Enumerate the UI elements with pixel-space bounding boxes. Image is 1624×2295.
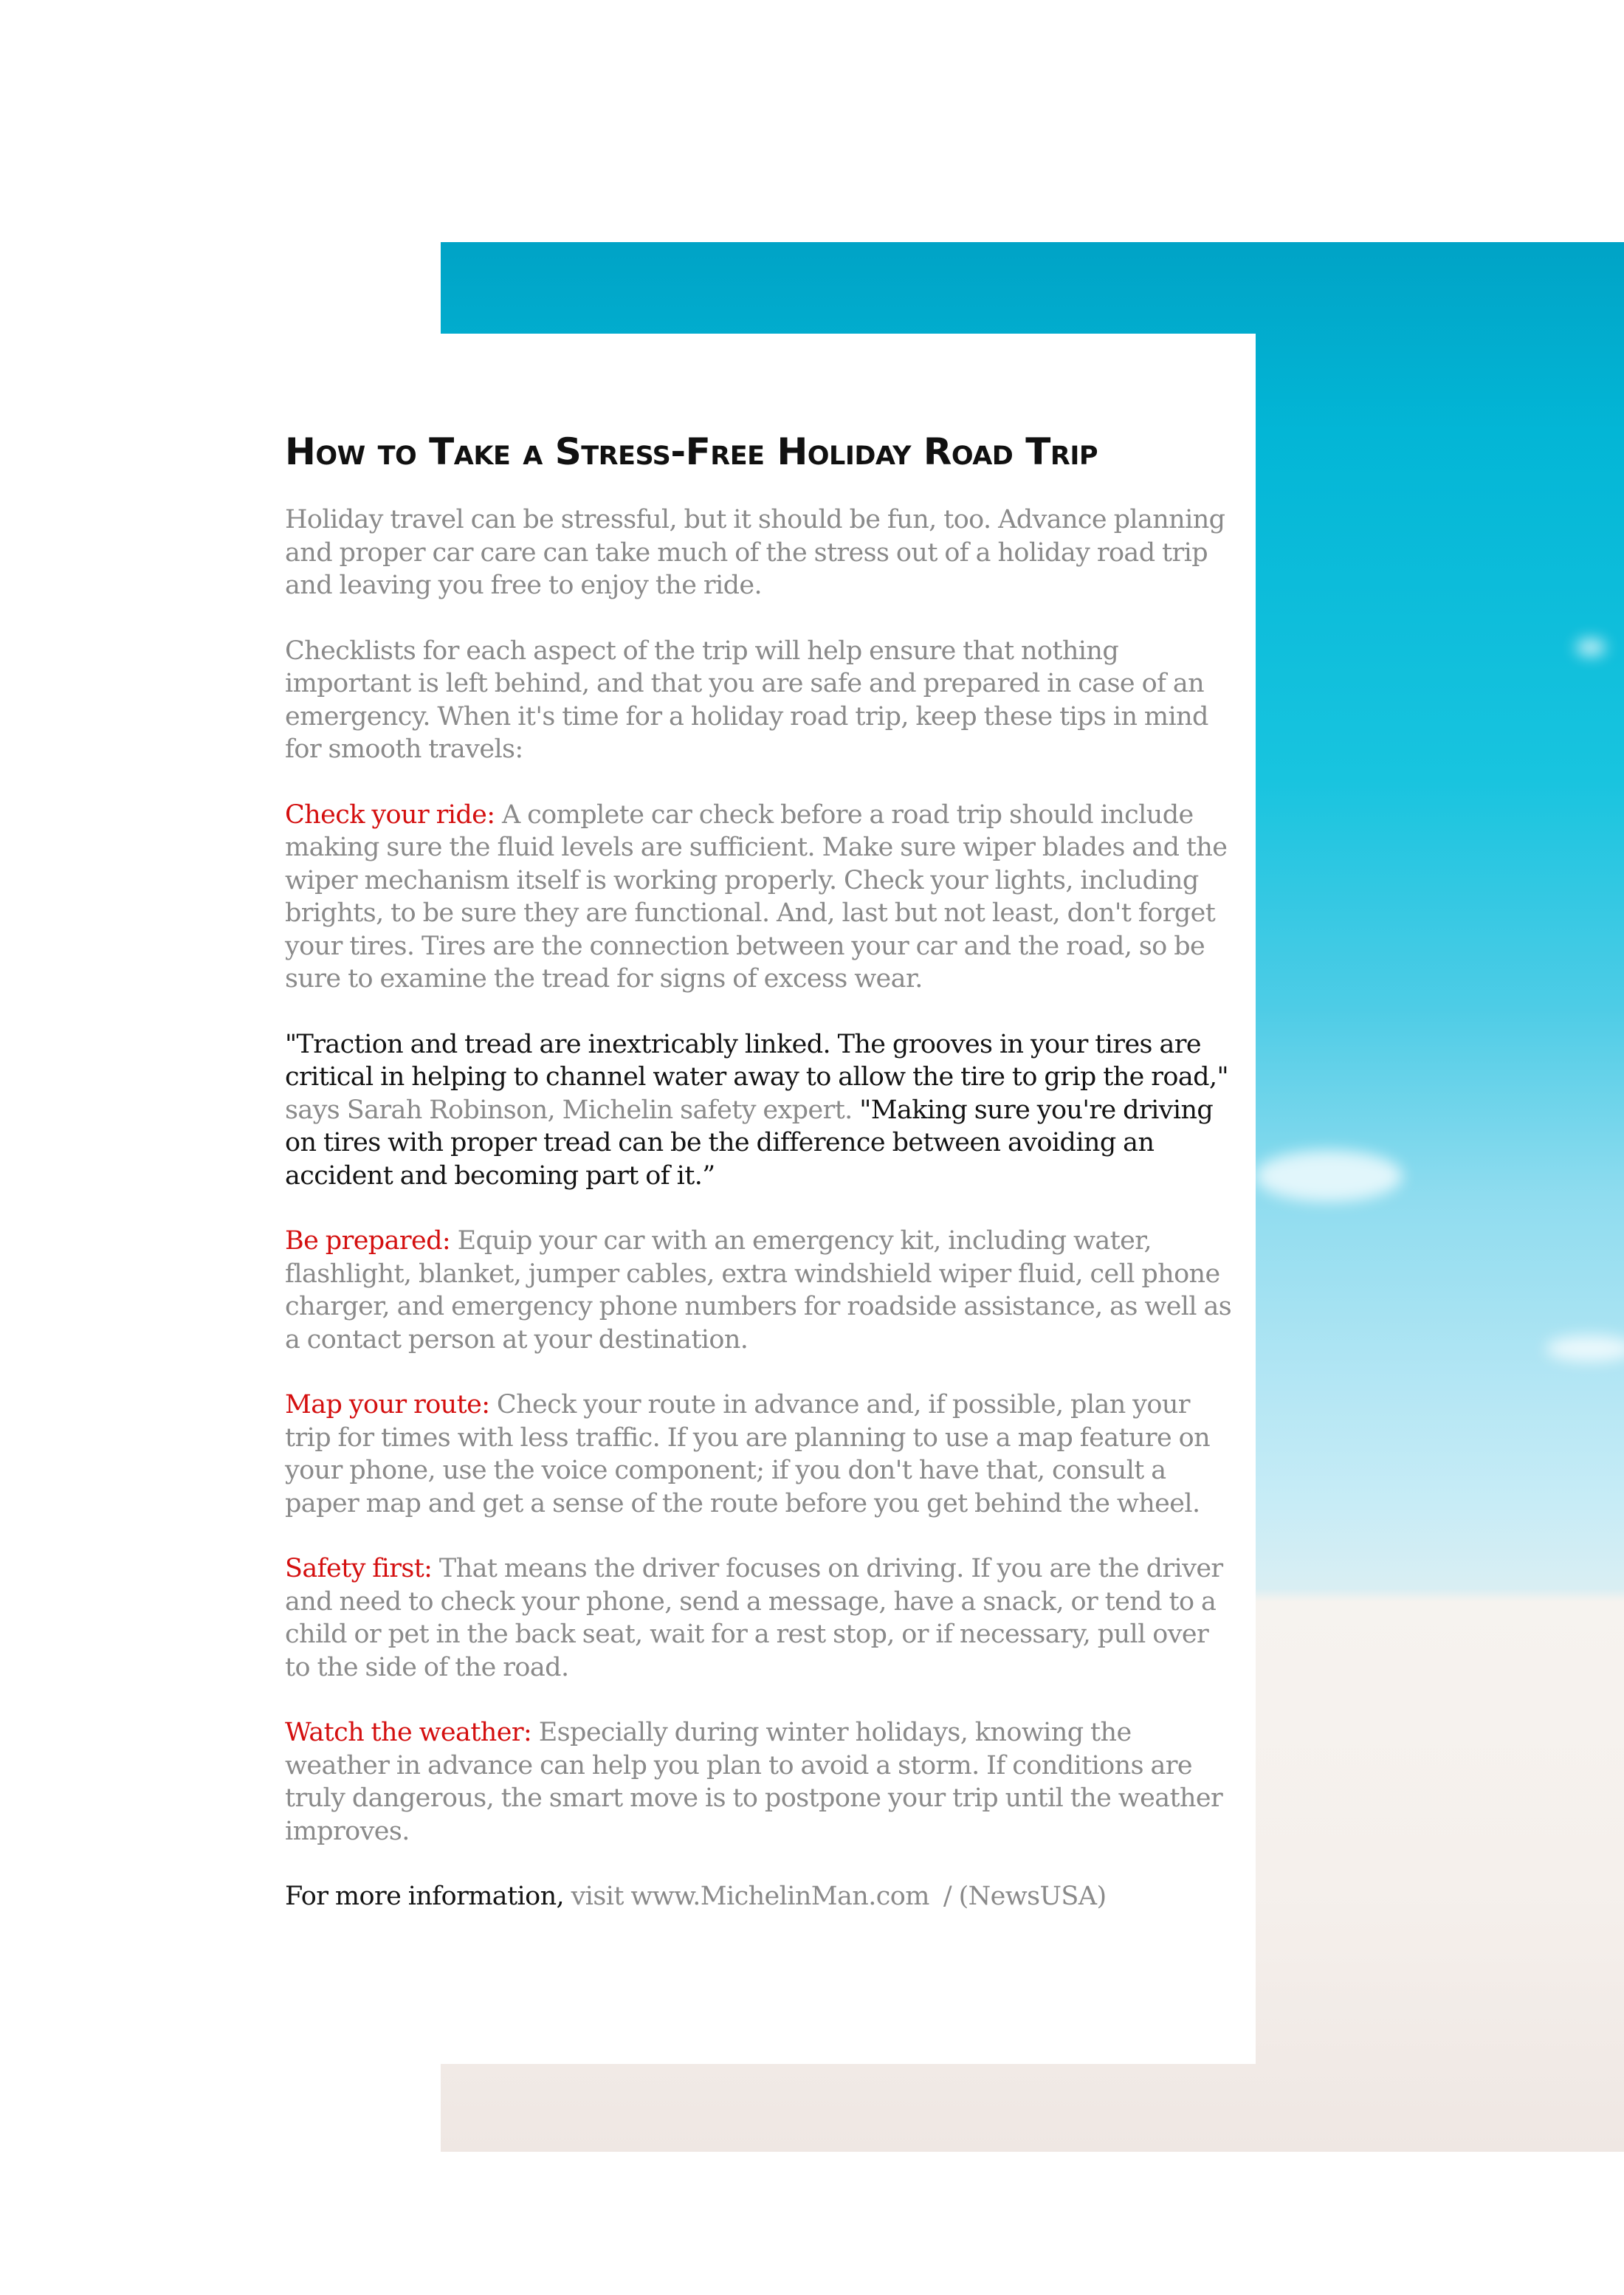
- tip-watch-weather: [285, 1716, 1237, 1848]
- tip-body: Equip your car with an emergency kit, including water, flashlight, blanket, jumper cables, extra windshield wiper fluid, cell phone charger, and emergency phone numbers for roadside assistance, as well as a contact person at your destination.: [285, 1226, 1232, 1355]
- cloud-shape: [1546, 1335, 1624, 1362]
- tip-check-ride: [285, 799, 1237, 996]
- article-body: [285, 428, 1237, 1946]
- quote-attribution: says Sarah Robinson, Michelin safety expert.: [285, 1095, 860, 1125]
- footer-lead: For more information,: [285, 1882, 565, 1911]
- tip-body: Check your route in advance and, if possible, plan your trip for times with less traffic. If you are planning to use a map feature on your phone, use the voice component; if you don't have that, consult a paper map and get a sense of the route before you get behind the wheel.: [285, 1390, 1211, 1518]
- article-title: How to Take a Stress-Free Holiday Road Trip: [285, 430, 1098, 473]
- tip-lead: Watch the weather:: [285, 1718, 532, 1747]
- tip-be-prepared: [285, 1225, 1237, 1356]
- quote-part-2: "Making sure you're driving on tires with proper tread can be the difference between avoiding an accident and becoming part of it.”: [285, 1095, 1214, 1191]
- tip-lead: Safety first:: [285, 1554, 433, 1583]
- more-info-footer: [285, 1880, 1237, 1913]
- expert-quote: [285, 1028, 1237, 1193]
- intro-paragraph: Holiday travel can be stressful, but it should be fun, too. Advance planning and proper car care can take much of the stress out of a holiday road trip and leaving you free to enjoy the ride.: [285, 505, 1225, 600]
- tip-body: That means the driver focuses on driving. If you are the driver and need to check your phone, send a message, have a snack, or tend to a child or pet in the back seat, wait for a rest stop, or if necessary, pull over to the side of the road.: [285, 1554, 1223, 1682]
- checklist-paragraph: Checklists for each aspect of the trip will help ensure that nothing important is left behind, and that you are safe and prepared in case of an emergency. When it's time for a holiday road trip, keep these tips in mind for smooth travels:: [285, 636, 1208, 764]
- tip-safety-first: [285, 1552, 1237, 1684]
- cloud-shape: [1576, 639, 1606, 656]
- footer-link[interactable]: visit www.MichelinMan.com: [564, 1882, 929, 1911]
- quote-part-1: "Traction and tread are inextricably linked. The grooves in your tires are critical in helping to channel water away to allow the tire to grip the road,": [285, 1029, 1229, 1092]
- tip-body: A complete car check before a road trip should include making sure the fluid levels are sufficient. Make sure wiper blades and the wiper mechanism itself is working properly. Check your lights, including brights, to be sure they are functional. And, last but not least, don't forget your tires. Tires are the connection between your car and the road, so be sure to examine the tread for signs of excess wear.: [285, 799, 1228, 994]
- footer-source: / (NewsUSA): [929, 1882, 1107, 1911]
- tip-lead: Be prepared:: [285, 1226, 451, 1256]
- tip-map-route: [285, 1389, 1237, 1520]
- tip-body: Especially during winter holidays, knowing the weather in advance can help you plan to avoid a storm. If conditions are truly dangerous, the smart move is to postpone your trip until the weather improves.: [285, 1718, 1223, 1846]
- tip-lead: Check your ride:: [285, 799, 495, 830]
- tip-lead: Map your route:: [285, 1390, 490, 1420]
- cloud-shape: [1255, 1150, 1403, 1202]
